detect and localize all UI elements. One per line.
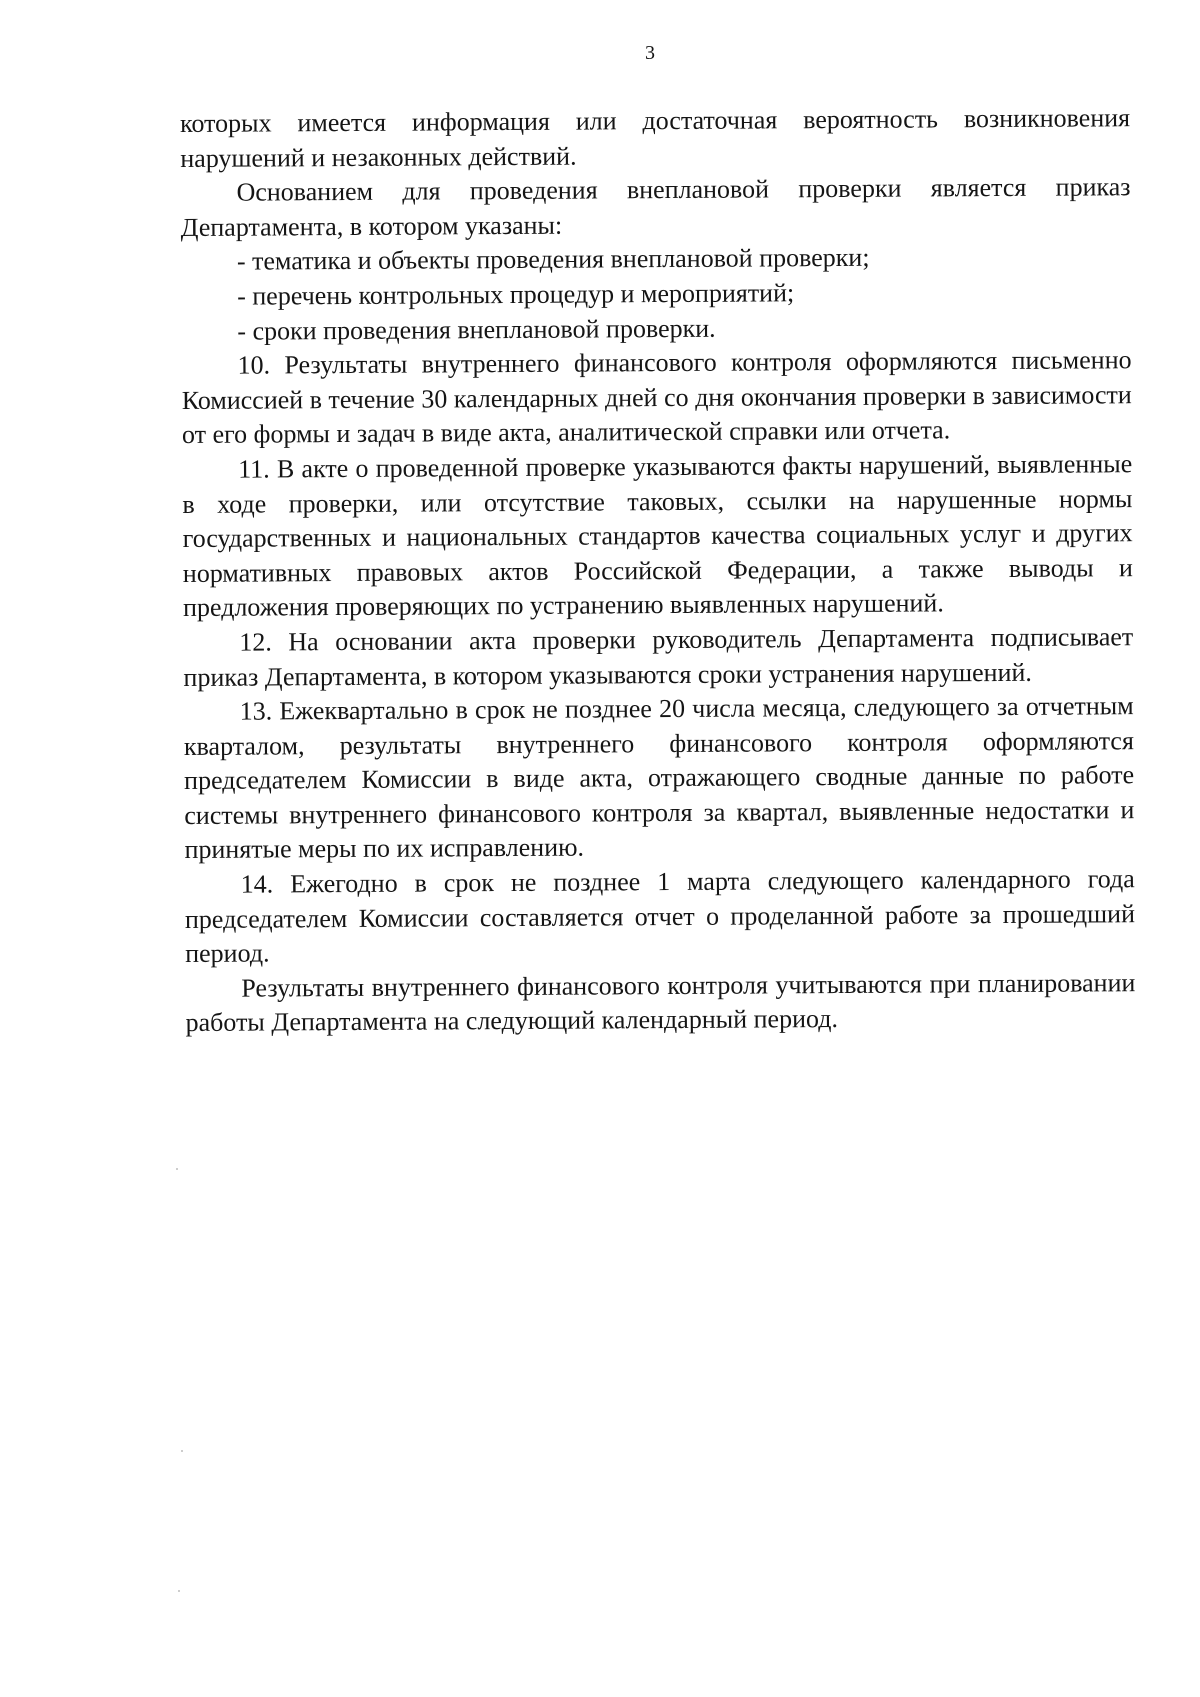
list-item-deadlines: - сроки проведения внеплановой проверки. <box>237 313 716 346</box>
scan-speck <box>181 1450 183 1452</box>
paragraph-10: 10. Результаты внутреннего финансового контроля оформляются письменно Комиссией в течение 30 календарных дней со дня окончания проверки в зависимости от его формы и задач в виде акта, аналитической справки или отчета. <box>181 345 1132 450</box>
document-body <box>180 101 1136 1041</box>
scan-speck <box>178 1590 180 1592</box>
paragraph-12: 12. На основании акта проверки руководитель Департамента подписывает приказ Департамента, в котором указываются сроки устранения нарушений. <box>183 622 1134 692</box>
paragraph-13: 13. Ежеквартально в срок не позднее 20 числа месяца, следующего за отчетным кварталом, результаты внутреннего финансового контроля оформляются председателем Комиссии в виде акта, отражающего сводные данные по работе системы внутреннего финансового контроля за квартал, выявленные недостатки и принятые меры по их исправлению. <box>183 691 1135 865</box>
scan-speck <box>176 1168 178 1170</box>
paragraph-11: 11. В акте о проведенной проверке указываются факты нарушений, выявленные в ходе проверки, или отсутствие таковых, ссылки на нарушенные нормы государственных и национальных стандартов качества социальных услуг и других нормативных правовых актов Российской Федерации, а также выводы и предложения проверяющих по устранению выявленных нарушений. <box>182 449 1133 623</box>
paragraph-unplanned-audit-basis: Основанием для проведения внеплановой проверки является приказ Департамента, в котором указаны: <box>180 172 1131 242</box>
paragraph-continuation: которых имеется информация или достаточная вероятность возникновения нарушений и незаконных действий. <box>180 103 1131 173</box>
page-number: 3 <box>645 42 655 64</box>
list-item-procedures: - перечень контрольных процедур и мероприятий; <box>237 278 795 311</box>
list-item-topics: - тематика и объекты проведения внеплановой проверки; <box>236 243 870 277</box>
paragraph-14: 14. Ежегодно в срок не позднее 1 марта следующего календарного года председателем Комиссии составляется отчет о проделанной работе за прошедший период. <box>184 864 1136 969</box>
paragraph-results-usage: Результаты внутреннего финансового контроля учитываются при планировании работы Департамента на следующий календарный период. <box>185 968 1136 1038</box>
